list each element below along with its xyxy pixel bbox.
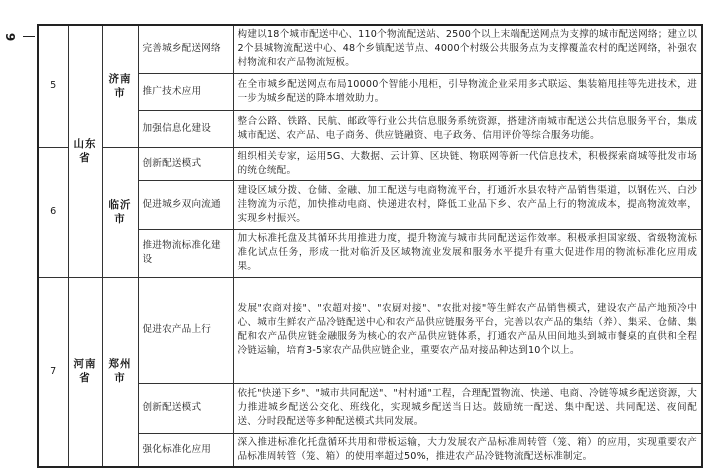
- city-name: 济南市: [108, 72, 132, 99]
- detail-cell: 发展"农商对接"、"农超对接"、"农厨对接"、"农批对接"等生鲜农产品销售模式，建设农产品产地预冷中心、城市生鲜农产品冷链配送中心和农产品供应链服务平台，完善以农产品的集结（养）、集采、仓储、集配和农产品供应链金融服务为核心的农产品供应链体系，打通农产品从田间地头到城市餐桌的直供和全程冷链运输，培育3-5家农产品供应链企业，重要农产品对接品种达到10个以上。: [233, 277, 702, 383]
- row-number: 7: [38, 277, 68, 467]
- table-row: [38, 433, 702, 467]
- measure-cell: 促进农产品上行: [138, 277, 233, 383]
- measure-cell: 促进城乡双向流通: [138, 180, 233, 229]
- measure-cell: 推广技术应用: [138, 73, 233, 110]
- measure-cell: 强化标准化应用: [138, 433, 233, 467]
- measure-cell: 完善城乡配送网络: [138, 25, 233, 73]
- detail-cell: 加大标准托盘及其循环共用推进力度，提升物流与城市共同配送运作效率。积极承担国家级、省级物流标准化试点任务，形成一批对临沂及区域物流业发展和服务水平提升有重大促进作用的物流标准化应用成果。: [233, 229, 702, 277]
- province-cell: [68, 277, 102, 467]
- province-cell: [68, 25, 102, 277]
- table-row: [38, 277, 702, 383]
- province-name: 山东省: [73, 137, 97, 164]
- table-row: [38, 383, 702, 433]
- measure-cell: 推进物流标准化建设: [138, 229, 233, 277]
- detail-cell: 构建以18个城市配送中心、110个物流配送站、2500个以上末端配送网点为支撑的城市配送网络；建立以2个县城物流配送中心、48个乡镇配送节点、4000个村级公共服务点为支撑覆盖农村的配送网络，补强农村物流和农产品物流短板。: [233, 25, 702, 73]
- row-number: 5: [38, 25, 68, 147]
- measure-cell: 创新配送模式: [138, 147, 233, 180]
- table-row: [38, 73, 702, 110]
- policy-table: [37, 24, 703, 468]
- province-name: 河南省: [73, 358, 97, 385]
- table-row: [38, 110, 702, 147]
- detail-cell: 整合公路、铁路、民航、邮政等行业公共信息服务系统资源，搭建济南城市配送公共信息服务平台，集成城市配送、农产品、电子商务、供应链融资、电子政务、信用评价等综合服务功能。: [233, 110, 702, 147]
- measure-cell: 创新配送模式: [138, 383, 233, 433]
- table-row: [38, 147, 702, 180]
- city-name: 郑州市: [108, 358, 132, 385]
- table-row: [38, 25, 702, 73]
- city-cell: [102, 147, 138, 277]
- detail-cell: 建设区域分拨、仓储、金融、加工配送与电商物流平台，打通沂水县农特产品销售渠道，以钢佐兴、白沙洼物流为示范，加快推动电商、快递进农村，降低工业品下乡、农产品上行的物流成本，提高物流效率，实现乡村振兴。: [233, 180, 702, 229]
- row-number: 6: [38, 147, 68, 277]
- detail-cell: 深入推进标准化托盘循环共用和带板运输，大力发展农产品标准周转管（笼、箱）的应用，实现重要农产品标准周转管（笼、箱）的使用率超过50%，推进农产品冷链物流配送标准制定。: [233, 433, 702, 467]
- page-number: 9: [3, 29, 17, 45]
- measure-cell: 加强信息化建设: [138, 110, 233, 147]
- detail-cell: 组织相关专家，运用5G、大数据、云计算、区块链、物联网等新一代信息技术，积极探索商城等批发市场的统仓统配。: [233, 147, 702, 180]
- detail-cell: 依托"快递下乡"、"城市共同配送"、"村村通"工程，合理配置物流、快递、电商、冷链等城乡配送资源，大力推进城乡配送公交化、班线化，实现城乡配送当日达。鼓励统一配送、集中配送、共同配送、夜间配送、分时段配送等多种配送模式共同发展。: [233, 383, 702, 433]
- city-name: 临沂市: [108, 198, 132, 225]
- table-row: [38, 229, 702, 277]
- city-cell: [102, 25, 138, 147]
- detail-cell: 在全市城乡配送网点布局10000个智能小甩柜，引导物流企业采用多式联运、集装箱甩挂等先进技术，进一步为城乡配送的降本增效助力。: [233, 73, 702, 110]
- table-row: [38, 180, 702, 229]
- city-cell: [102, 277, 138, 467]
